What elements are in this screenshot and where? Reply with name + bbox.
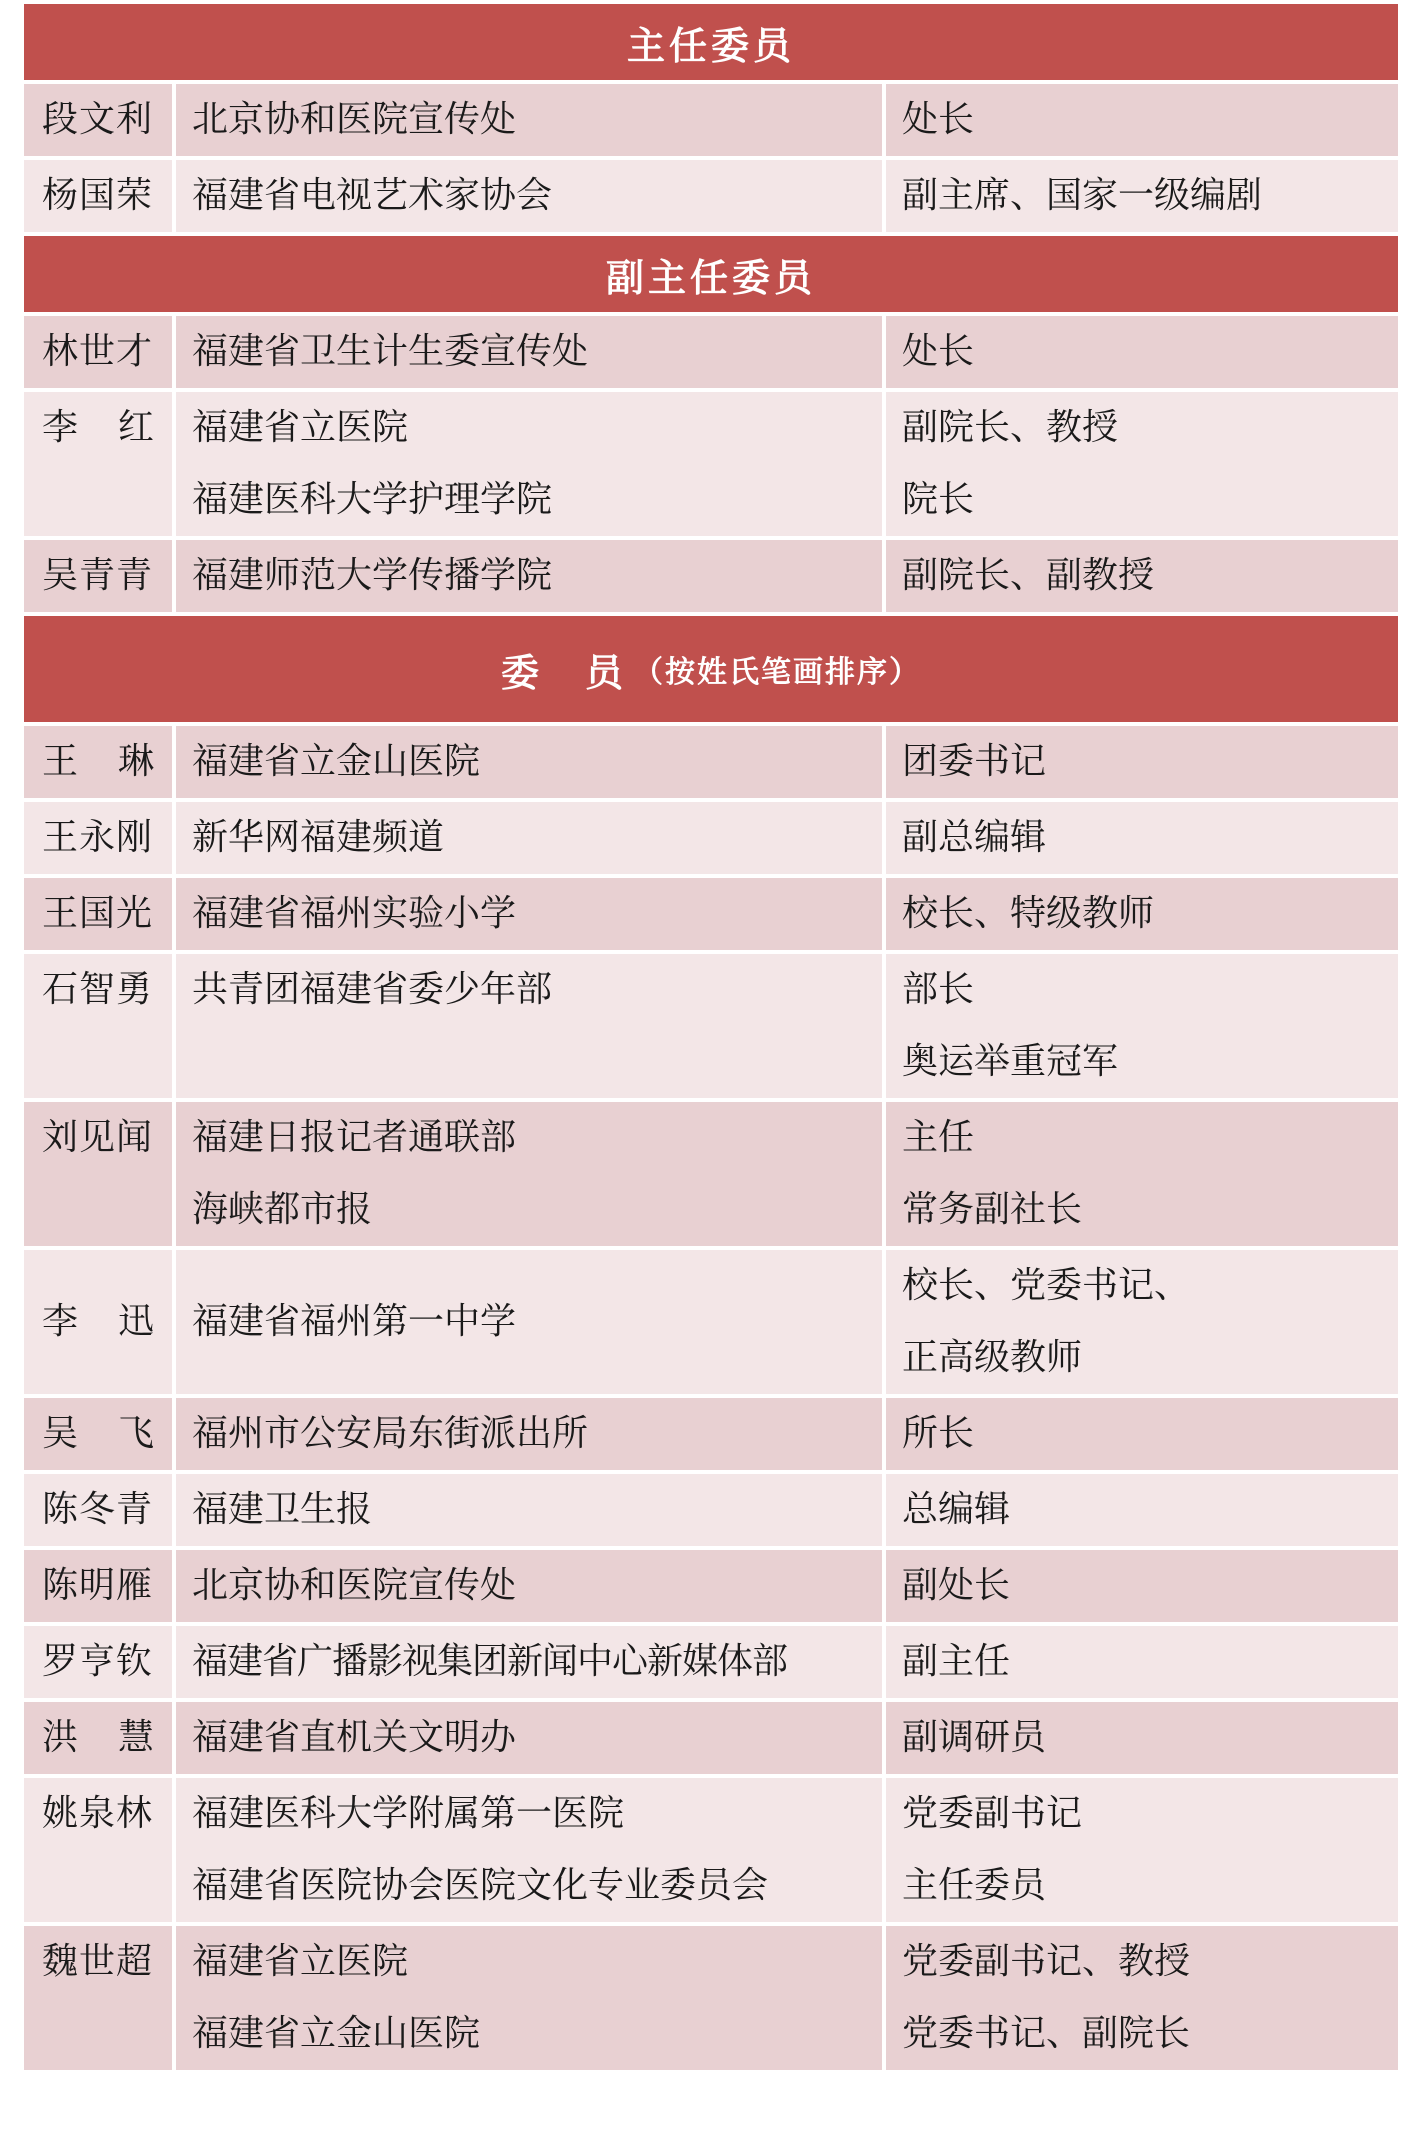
member-org: 福建省卫生计生委宣传处: [192, 331, 589, 372]
member-org: 海峡都市报: [192, 1189, 373, 1230]
table-row: [24, 802, 1398, 878]
member-org: 福建省立金山医院: [192, 741, 481, 782]
member-org: 福建省福州实验小学: [192, 893, 517, 934]
member-org: 福建省广播影视集团新闻中心新媒体部: [192, 1641, 788, 1682]
member-name: 陈冬青: [42, 1489, 154, 1530]
member-name: 王永刚: [42, 817, 154, 858]
member-org: 福建省电视艺术家协会: [192, 175, 553, 216]
member-org: 北京协和医院宣传处: [192, 99, 517, 140]
member-name: 李 红: [42, 407, 154, 448]
member-org: 福建医科大学护理学院: [192, 479, 553, 520]
table-row: [24, 540, 1398, 616]
table-row: [24, 1550, 1398, 1626]
member-org: 福建卫生报: [192, 1489, 373, 1530]
table-row: [24, 84, 1398, 160]
table-row: [24, 1398, 1398, 1474]
member-name: 罗亨钦: [42, 1641, 154, 1682]
table-row: [24, 1926, 1398, 2074]
member-name: 李 迅: [42, 1301, 154, 1342]
member-name: 吴青青: [42, 555, 154, 596]
member-org: 福建省立医院: [192, 1941, 409, 1982]
member-org: 北京协和医院宣传处: [192, 1565, 517, 1606]
section-title: 主任委员: [626, 23, 795, 68]
member-title: 副处长: [902, 1565, 1011, 1606]
member-title: 奥运举重冠军: [902, 1041, 1119, 1082]
member-title: 党委副书记、教授: [902, 1941, 1191, 1982]
table-row: [24, 1778, 1398, 1926]
member-title: 主任委员: [902, 1865, 1047, 1906]
member-org: 福建省直机关文明办: [192, 1717, 517, 1758]
member-title: 党委副书记: [902, 1793, 1083, 1834]
section-title: 副主任委员: [605, 255, 816, 300]
table-row: [24, 1702, 1398, 1778]
member-name: 吴 飞: [42, 1413, 154, 1454]
member-title: 部长: [902, 969, 975, 1010]
member-name: 洪 慧: [42, 1717, 154, 1758]
member-name: 陈明雁: [42, 1565, 154, 1606]
member-name: 林世才: [42, 331, 154, 372]
member-title: 处长: [902, 99, 975, 140]
member-title: 所长: [902, 1413, 975, 1454]
member-name: 魏世超: [42, 1941, 154, 1982]
section-title: 委 员: [500, 650, 627, 695]
section-header-vice: [24, 236, 1398, 316]
member-title: 正高级教师: [902, 1337, 1083, 1378]
table-row: [24, 878, 1398, 954]
table-row: [24, 954, 1398, 1102]
table-row: [24, 1626, 1398, 1702]
member-title: 副院长、副教授: [902, 555, 1155, 596]
member-name: 石智勇: [42, 969, 154, 1010]
member-org: 福建医科大学附属第一医院: [192, 1793, 625, 1834]
member-org: 福建省福州第一中学: [192, 1301, 517, 1342]
member-title: 团委书记: [902, 741, 1047, 782]
member-name: 杨国荣: [42, 175, 154, 216]
member-title: 副总编辑: [902, 817, 1047, 858]
table-row: [24, 1474, 1398, 1550]
member-title: 处长: [902, 331, 975, 372]
member-title: 院长: [902, 479, 975, 520]
section-subtitle: （按姓氏笔画排序）: [633, 655, 921, 690]
table-row: [24, 1102, 1398, 1250]
member-title: 副主任: [902, 1641, 1011, 1682]
member-name: 王 琳: [42, 741, 154, 782]
member-org: 福建省医院协会医院文化专业委员会: [192, 1865, 769, 1906]
member-title: 副主席、国家一级编剧: [902, 175, 1263, 216]
table-row: [24, 1250, 1398, 1398]
member-title: 常务副社长: [902, 1189, 1083, 1230]
section-header-chair: [24, 4, 1398, 84]
member-org: 福建日报记者通联部: [192, 1117, 517, 1158]
table-row: [24, 392, 1398, 540]
committee-table: [24, 4, 1398, 2074]
member-title: 副调研员: [902, 1717, 1047, 1758]
member-title: 党委书记、副院长: [902, 2013, 1191, 2054]
member-org: 福州市公安局东街派出所: [192, 1413, 589, 1454]
member-name: 段文利: [42, 99, 154, 140]
member-org: 共青团福建省委少年部: [192, 969, 553, 1010]
table-row: [24, 726, 1398, 802]
member-title: 总编辑: [902, 1489, 1011, 1530]
member-title: 校长、特级教师: [902, 893, 1155, 934]
section-header-members: [24, 616, 1398, 726]
member-org: 福建师范大学传播学院: [192, 555, 553, 596]
member-title: 主任: [902, 1117, 975, 1158]
member-title: 校长、党委书记、: [902, 1265, 1191, 1306]
member-org: 福建省立金山医院: [192, 2013, 481, 2054]
member-name: 刘见闻: [42, 1117, 154, 1158]
table-row: [24, 160, 1398, 236]
member-name: 王国光: [42, 893, 154, 934]
table-row: [24, 316, 1398, 392]
member-title: 副院长、教授: [902, 407, 1119, 448]
member-org: 福建省立医院: [192, 407, 409, 448]
member-name: 姚泉林: [42, 1793, 154, 1834]
member-org: 新华网福建频道: [192, 817, 445, 858]
